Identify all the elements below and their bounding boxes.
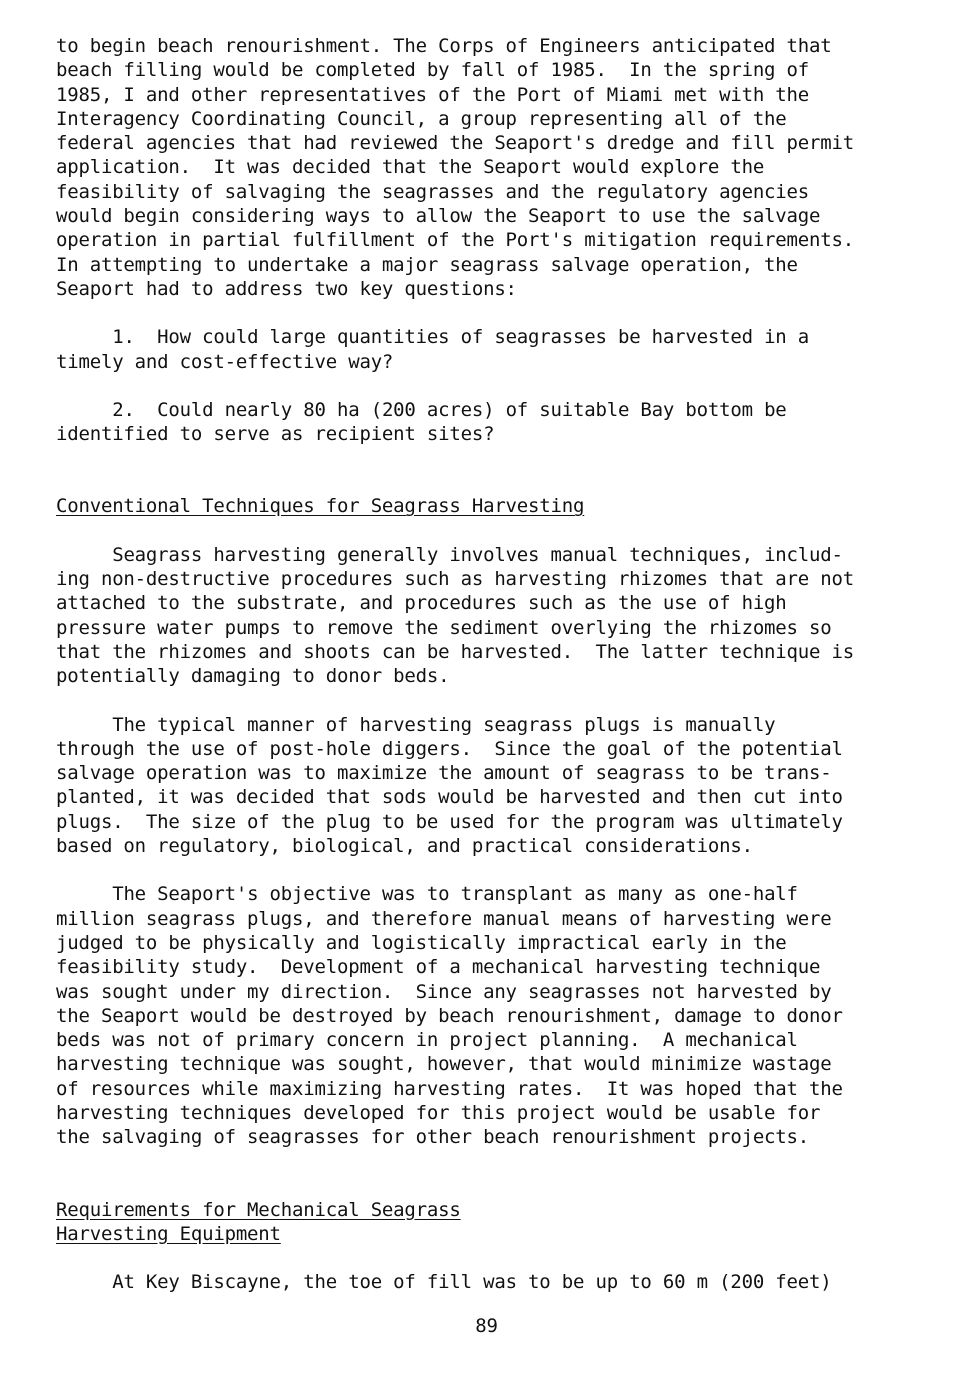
section-heading-conventional-techniques: Conventional Techniques for Seagrass Harvesting <box>56 495 585 518</box>
paragraph-seaport-objective: The Seaport's objective was to transplant as many as one-half million seagrass plugs, and therefore manual means of harvesting were judged to be physically and logistically impractical early in the feasibility study. Development of a mechanical harvesting technique was sought under my direction. Since any seagrasses not harvested by the Seaport would be destroyed by beach renourishment, damage to donor beds was not of primary concern in project planning. A mechanical harvesting technique was sought, however, that would minimize wastage of resources while maximizing harvesting rates. It was hoped that the harvesting techniques developed for this project would be usable for the salvaging of seagrasses for other beach renourishment projects. <box>56 883 843 1149</box>
question-1: 1. How could large quantities of seagrasses be harvested in a timely and cost-effective way? <box>56 326 810 373</box>
paragraph-seagrass-plugs: The typical manner of harvesting seagrass plugs is manually through the use of post-hole diggers. Since the goal of the potential salvage operation was to maximize the amount of seagrass to be trans- planted, it was decided that sods would be harvested and then cut into plugs. The size of the plug to be used for the program was ultimately based on regulatory, biological, and practical considerations. <box>56 713 843 858</box>
question-2: 2. Could nearly 80 ha (200 acres) of suitable Bay bottom be identified to serve as recipient sites? <box>56 398 787 446</box>
paragraph-key-biscayne: At Key Biscayne, the toe of fill was to be up to 60 m (200 feet) <box>56 1271 832 1294</box>
intro-paragraph: to begin beach renourishment. The Corps of Engineers anticipated that beach filling would be completed by fall of 1985. In the spring of 1985, I and other representatives of the Port of Miami met with the Interagency Coordinating Council, a group representing all of the federal agencies that had reviewed the Seaport's dredge and fill permit application. It was decided that the Seaport would explore the feasibility of salvaging the seagrasses and the regulatory agencies would begin considering ways to allow the Seaport to use the salvage operation in partial fulfillment of the Port's mitigation requirements. In attempting to undertake a major seagrass salvage operation, the Seaport had to address two key questions: <box>56 35 854 300</box>
page-number: 89 <box>475 1315 498 1337</box>
paragraph-harvesting-techniques: Seagrass harvesting generally involves manual techniques, includ- ing non-destructive procedures such as harvesting rhizomes that are not attached to the substrate, and procedures such as the use of high pressure water pumps to remove the sediment overlying the rhizomes so that the rhizomes and shoots can be harvested. The latter technique is potentially damaging to donor beds. <box>56 543 854 688</box>
section-heading-requirements: Requirements for Mechanical Seagrass Harvesting Equipment <box>56 1198 461 1245</box>
